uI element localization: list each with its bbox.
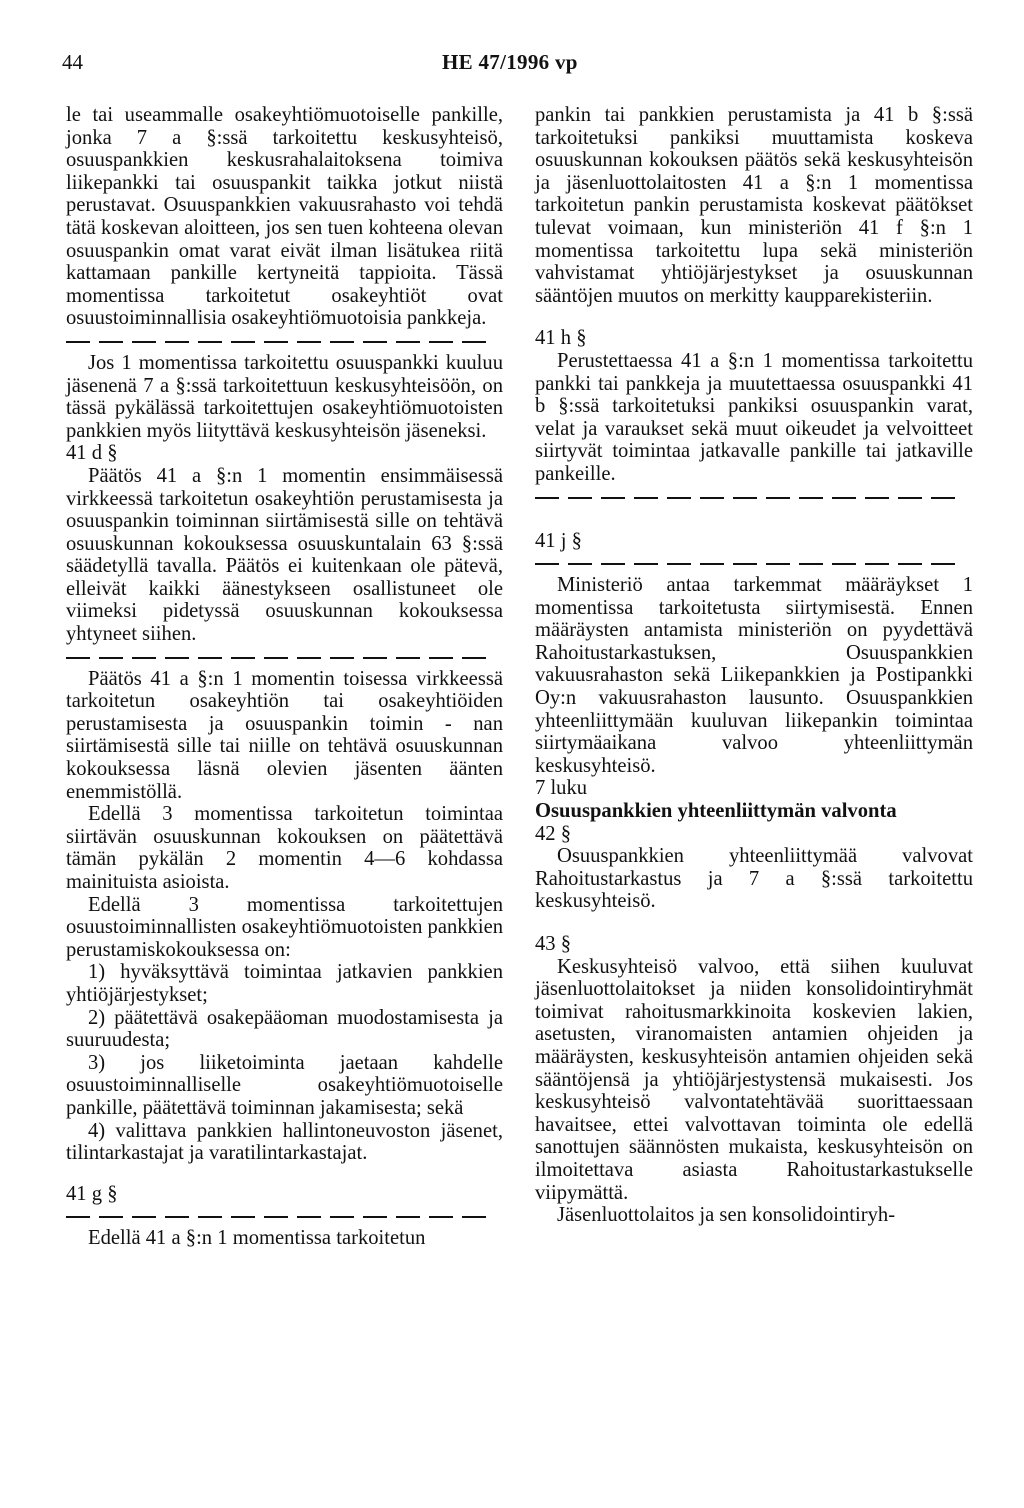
- dash-segment: [832, 563, 856, 565]
- section-heading: 41 j §: [535, 529, 582, 552]
- dash-segment: [330, 1216, 354, 1218]
- paragraph: le tai useammalle osakeyhtiömuotoiselle pankille, jonka 7 a §:ssä tarkoitettu keskusyhteisö, osuuspankkien keskusrahalaitoksena toimiva liikepankki tai osuuspankit taikka jotkut niistä perustavat. Osuuspankkien vakuusrahasto voi tehdä tätä koskevan aloitteen, jos sen tuen kohteena olevan osuuspankin omat varat eivät ilman lisätukea riitä kattamaan pankille kertyneitä tappioita. Tässä momentissa tarkoitetut osakeyhtiöt ovat osuustoiminnallisia osakeyhtiömuotoisia pankkeja.: [66, 104, 503, 330]
- dash-segment: [799, 563, 823, 565]
- dash-segment: [231, 341, 255, 343]
- dash-segment: [799, 497, 823, 499]
- dash-segment: [766, 563, 790, 565]
- dash-segment: [865, 563, 889, 565]
- page-number: 44: [62, 50, 83, 74]
- dash-segment: [462, 341, 486, 343]
- dash-segment: [429, 341, 453, 343]
- paragraph: Osuuspankkien yhteenliittymää valvovat Rahoitustarkastus ja 7 a §:ssä tarkoitettu keskusyhteisö.: [535, 845, 973, 913]
- dash-segment: [231, 1216, 255, 1218]
- dash-segment: [898, 563, 922, 565]
- page-header: [62, 50, 962, 80]
- dash-segment: [330, 341, 354, 343]
- omission-dashes: [66, 330, 503, 352]
- dash-segment: [865, 497, 889, 499]
- dash-segment: [297, 657, 321, 659]
- dash-segment: [832, 497, 856, 499]
- dash-segment: [99, 657, 123, 659]
- list-item: 4) valittava pankkien hallintoneuvoston jäsenet, tilintarkastajat ja varatilintarkastajat.: [66, 1119, 503, 1165]
- dash-segment: [568, 497, 592, 499]
- chapter-number: 7 luku: [535, 777, 588, 800]
- list-item: 3) jos liiketoiminta jaetaan kahdelle osuustoiminnalliselle osakeyhtiömuotoiselle pankille, päätettävä toiminnan jakamisesta; sekä: [66, 1051, 503, 1119]
- paragraph: Ministeriö antaa tarkemmat määräykset 1 momentissa tarkoitetusta siirtymisestä. Ennen määräysten antamista ministeriön on pyydettävä Rahoitustarkastuksen, Osuuspankkien vakuusrahaston sekä Liikepankkien ja Postipankki Oy:n vakuusrahaston lausunto. Osuuspankkien yhteenliittymään kuuluvan liikepankin toimintaa siirtymäaikana valvoo yhteenliittymän keskusyhteisö.: [535, 574, 973, 777]
- dash-segment: [535, 563, 559, 565]
- dash-segment: [766, 497, 790, 499]
- dash-segment: [66, 657, 90, 659]
- dash-segment: [66, 1216, 90, 1218]
- dash-segment: [898, 497, 922, 499]
- paragraph: Edellä 3 momentissa tarkoitettujen osuustoiminnallisten osakeyhtiömuotoisten pankkien perustamiskokouksessa on:: [66, 893, 504, 961]
- omission-dashes: [66, 646, 503, 668]
- dash-segment: [634, 497, 658, 499]
- dash-segment: [429, 657, 453, 659]
- paragraph: Jäsenluottolaitos ja sen konsolidointiryh-: [557, 1204, 896, 1227]
- right-column: [535, 104, 973, 1227]
- dash-segment: [667, 497, 691, 499]
- dash-segment: [330, 657, 354, 659]
- dash-segment: [297, 341, 321, 343]
- dash-segment: [429, 1216, 453, 1218]
- dash-segment: [396, 657, 420, 659]
- dash-segment: [733, 497, 757, 499]
- dash-segment: [396, 1216, 420, 1218]
- dash-segment: [198, 657, 222, 659]
- dash-segment: [931, 497, 955, 499]
- dash-segment: [165, 657, 189, 659]
- dash-segment: [601, 563, 625, 565]
- section-heading: 41 h §: [535, 327, 587, 350]
- dash-segment: [700, 497, 724, 499]
- dash-segment: [165, 1216, 189, 1218]
- dash-segment: [132, 1216, 156, 1218]
- document-id: HE 47/1996 vp: [442, 50, 578, 74]
- dash-segment: [568, 563, 592, 565]
- paragraph: Päätös 41 a §:n 1 momentin toisessa virkkeessä tarkoitetun osakeyhtiön tai osakeyhtiöiden perustamisesta ja osuuspankin toimin - nan siirtämisestä sille tai niille on tehtävä osuuskunnan kokouksessa läsnä olevien jäsenten äänten enemmistöllä.: [66, 667, 503, 803]
- left-column: [66, 104, 503, 1250]
- omission-dashes: [535, 486, 973, 508]
- dash-segment: [667, 563, 691, 565]
- section-heading: 42 §: [535, 822, 572, 845]
- dash-segment: [231, 657, 255, 659]
- dash-segment: [396, 341, 420, 343]
- paragraph: Edellä 3 momentissa tarkoitetun toimintaa siirtävän osuuskunnan kokouksen on päätettävä tämän pykälän 2 momentin 4—6 kohdassa mainituista asioista.: [66, 803, 503, 893]
- dash-segment: [165, 341, 189, 343]
- section-heading: 41 g §: [66, 1182, 118, 1205]
- dash-segment: [99, 1216, 123, 1218]
- dash-segment: [99, 341, 123, 343]
- paragraph: Edellä 41 a §:n 1 momentissa tarkoitetun: [88, 1227, 426, 1250]
- section-heading: 41 d §: [66, 442, 118, 465]
- section-heading: 43 §: [535, 933, 572, 955]
- paragraph: Päätös 41 a §:n 1 momentin ensimmäisessä virkkeessä tarkoitetun osakeyhtiön perustamisesta ja osuuspankin toiminnan siirtämisestä sille on tehtävä osuuskunnan kokouksessa osuuskuntalain 63 §:ssä säädetyllä tavalla. Päätös ei kuitenkaan ole pätevä, elleivät kaikki äänestykseen osallistuneet ole viimeksi pidetyssä osuuskunnan kokouksessa yhtyneet siihen.: [66, 464, 503, 646]
- list-item: 2) päätettävä osakepääoman muodostamisesta ja suuruudesta;: [66, 1006, 503, 1052]
- paragraph: Keskusyhteisö valvoo, että siihen kuuluvat jäsenluottolaitokset ja niiden konsolidointiryhmät toimivat rahoitusmarkkinoita koskevien lakien, asetusten, viranomaisten antamien ohjeiden ja määräysten, keskusyhteisön antamien ohjeiden sekä sääntöjensä ja yhtiöjärjestystensä mukaisesti. Jos keskusyhteisö valvontatehtävää suorittaessaan havaitsee, ettei valvottavan toiminta ole edellä sanottujen säännösten mukaista, keskusyhteisön on ilmoitettava asiasta Rahoitustarkastukselle viipymättä.: [535, 955, 973, 1204]
- dash-segment: [462, 1216, 486, 1218]
- dash-segment: [264, 341, 288, 343]
- dash-segment: [363, 657, 387, 659]
- dash-segment: [264, 1216, 288, 1218]
- dash-segment: [297, 1216, 321, 1218]
- paragraph: Perustettaessa 41 a §:n 1 momentissa tarkoitettu pankki tai pankkeja ja muutettaessa osuuspankki 41 b §:ssä tarkoitetuksi pankiksi osuuspankin varat, velat ja varaukset sekä muut oikeudet ja velvoitteet siirtyvät toimintaa jatkavalle pankille tai jatkaville pankeille.: [535, 349, 973, 485]
- chapter-title: Osuuspankkien yhteenliittymän valvonta: [535, 800, 897, 823]
- paragraph: pankin tai pankkien perustamista ja 41 b §:ssä tarkoitetuksi pankiksi muuttamista koskeva osuuskunnan kokouksen päätös sekä keskusyhteisön ja jäsenluottolaitosten 41 a §:n 1 momentissa tarkoitetun pankin perustamista koskevat päätökset tulevat voimaan, kun ministeriön 41 f §:n 1 momentissa tarkoitettu lupa sekä ministeriön vahvistamat yhtiöjärjestykset ja osuuskunnan sääntöjen muutos on merkitty kaupparekisteriin.: [535, 104, 973, 307]
- dash-segment: [264, 657, 288, 659]
- dash-segment: [535, 497, 559, 499]
- dash-segment: [363, 341, 387, 343]
- dash-segment: [462, 657, 486, 659]
- dash-segment: [733, 563, 757, 565]
- dash-segment: [132, 657, 156, 659]
- dash-segment: [363, 1216, 387, 1218]
- dash-segment: [198, 1216, 222, 1218]
- omission-dashes: [66, 1205, 503, 1227]
- dash-segment: [66, 341, 90, 343]
- omission-dashes: [535, 552, 973, 574]
- dash-segment: [198, 341, 222, 343]
- paragraph: Jos 1 momentissa tarkoitettu osuuspankki kuuluu jäsenenä 7 a §:ssä tarkoitettuun keskusyhteisöön, on tässä pykälässä tarkoitettujen osakeyhtiömuotoisten pankkien myös liityttävä keskusyhteisön jäseneksi.: [66, 351, 503, 442]
- dash-segment: [132, 341, 156, 343]
- dash-segment: [700, 563, 724, 565]
- dash-segment: [634, 563, 658, 565]
- dash-segment: [931, 563, 955, 565]
- dash-segment: [601, 497, 625, 499]
- list-item: 1) hyväksyttävä toimintaa jatkavien pankkien yhtiöjärjestykset;: [66, 961, 503, 1006]
